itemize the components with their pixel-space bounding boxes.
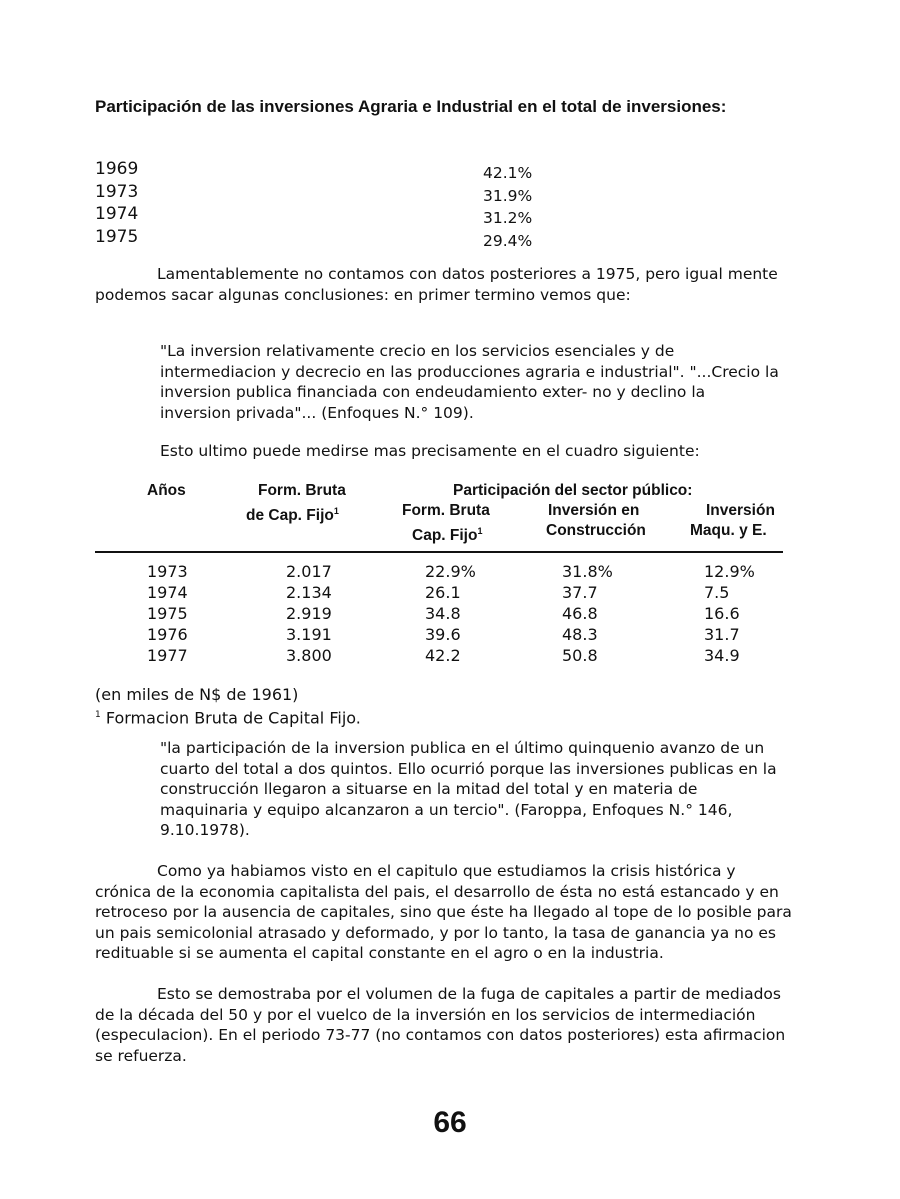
header-fbk-line1: Form. Bruta — [258, 482, 346, 499]
column-years — [147, 561, 188, 666]
table-cell: 2.134 — [286, 583, 332, 602]
quote-faroppa: "la participación de la inversion publica en el último quinquenio avanzo de un cuarto del total a dos quintos. Ello ocurrió porque las inversiones publicas en la construcción llegaron a situarse en la mitad del total y en materia de maquinaria y equipo alcanzaron a un tercio". (Faroppa, Enfoques N.° 146, 9.10.1978). — [160, 739, 777, 839]
table-cell: 34.8 — [425, 604, 461, 623]
column-fbk — [286, 561, 332, 666]
table-cell: 34.9 — [704, 646, 740, 665]
summary-year: 1974 — [95, 204, 139, 224]
summary-years — [95, 158, 138, 248]
footnote-mark: 1 — [477, 526, 483, 536]
table-cell: 1977 — [147, 646, 188, 665]
header-public-sector: Participación del sector público: — [453, 482, 693, 499]
paragraph-capital-flight: Esto se demostraba por el volumen de la fuga de capitales a partir de mediados de la década del 50 y por el vuelco de la inversión en los servicios de intermediación (especulacion). En el periodo 73-77 (no contamos con datos posteriores) esta afirmacion se refuerza. — [95, 985, 786, 1065]
paragraph-intro: Lamentablemente no contamos con datos posteriores a 1975, pero igual mente podemos sacar algunas conclusiones: en primer termino vemos que: — [95, 265, 778, 304]
header-machinery-line2: Maqu. y E. — [690, 522, 767, 539]
table-unit-note: (en miles de N$ de 1961) — [95, 685, 299, 704]
page-number: 66 — [433, 1106, 467, 1139]
table-cell: 37.7 — [562, 583, 598, 602]
table-cell: 48.3 — [562, 625, 598, 644]
table-cell: 1974 — [147, 583, 188, 602]
summary-year: 1973 — [95, 181, 139, 202]
table-cell: 39.6 — [425, 625, 461, 644]
summary-value: 31.9% — [483, 186, 533, 205]
table-cell: 16.6 — [704, 604, 740, 623]
summary-values — [483, 162, 532, 252]
table-rule — [95, 551, 783, 553]
header-construction-line1: Inversión en — [548, 502, 640, 519]
column-machinery — [704, 561, 755, 666]
summary-value: 42.1% — [483, 164, 533, 182]
table-cell: 1975 — [147, 604, 188, 623]
table-cell: 12.9% — [704, 562, 755, 581]
table-cell: 46.8 — [562, 604, 598, 623]
header-years: Años — [147, 482, 186, 499]
header-fbk-public-line2: Cap. Fijo$^1$ — [412, 526, 483, 545]
quote-enfoques-109: "La inversion relativamente crecio en los servicios esenciales y de intermediacion y decrecio en las producciones agraria e industrial". "...Crecio la inversion publica financiada con endeudamiento exter- no y declino la inversion privada"... (Enfoques N.° 109). — [160, 342, 779, 422]
section-heading: Participación de las inversiones Agraria e Industrial en el total de inversiones: — [95, 97, 727, 116]
table-cell: 50.8 — [562, 646, 598, 665]
summary-value: 29.4% — [483, 231, 533, 250]
table-cell: 7.5 — [704, 583, 730, 602]
table-cell: 2.919 — [286, 604, 332, 623]
paragraph-crisis: Como ya habiamos visto en el capitulo que estudiamos la crisis histórica y crónica de la economia capitalista del pais, el desarrollo de ésta no está estancado y en retroceso por la ausencia de capitales, sino que éste ha llegado al tope de lo posible para un pais semicolonial atrasado y deformado, y por lo tanto, la tasa de ganancia ya no es redituable si se aumenta el capital constante en el agro o en la industria. — [95, 862, 792, 962]
table-cell: 3.800 — [286, 646, 332, 665]
summary-value: 31.2% — [483, 209, 533, 227]
table-cell: 3.191 — [286, 625, 332, 644]
table-cell: 42.2 — [425, 646, 461, 665]
table-cell: 31.7 — [704, 625, 740, 644]
header-construction-line2: Construcción — [546, 522, 646, 539]
column-construction — [562, 561, 613, 666]
table-cell: 31.8% — [562, 562, 613, 581]
table-cell: 2.017 — [286, 562, 332, 581]
summary-year: 1975 — [95, 226, 139, 247]
header-machinery-line1: Inversión — [706, 502, 775, 519]
paragraph-table-intro: Esto ultimo puede medirse mas precisamente en el cuadro siguiente: — [160, 442, 700, 460]
header-fbk-line2: de Cap. Fijo$^1$ — [246, 506, 339, 525]
header-fbk-public-line1: Form. Bruta — [402, 502, 490, 519]
footnote-mark: 1 — [95, 710, 101, 720]
table-cell: 26.1 — [425, 583, 461, 602]
footnote-mark: 1 — [333, 506, 339, 516]
table-cell: 1973 — [147, 562, 188, 581]
column-fbk-public — [425, 561, 476, 666]
table-cell: 1976 — [147, 625, 188, 644]
table-cell: 22.9% — [425, 562, 476, 581]
summary-year: 1969 — [95, 159, 139, 179]
footnote: $^1$ Formacion Bruta de Capital Fijo. — [95, 708, 361, 728]
